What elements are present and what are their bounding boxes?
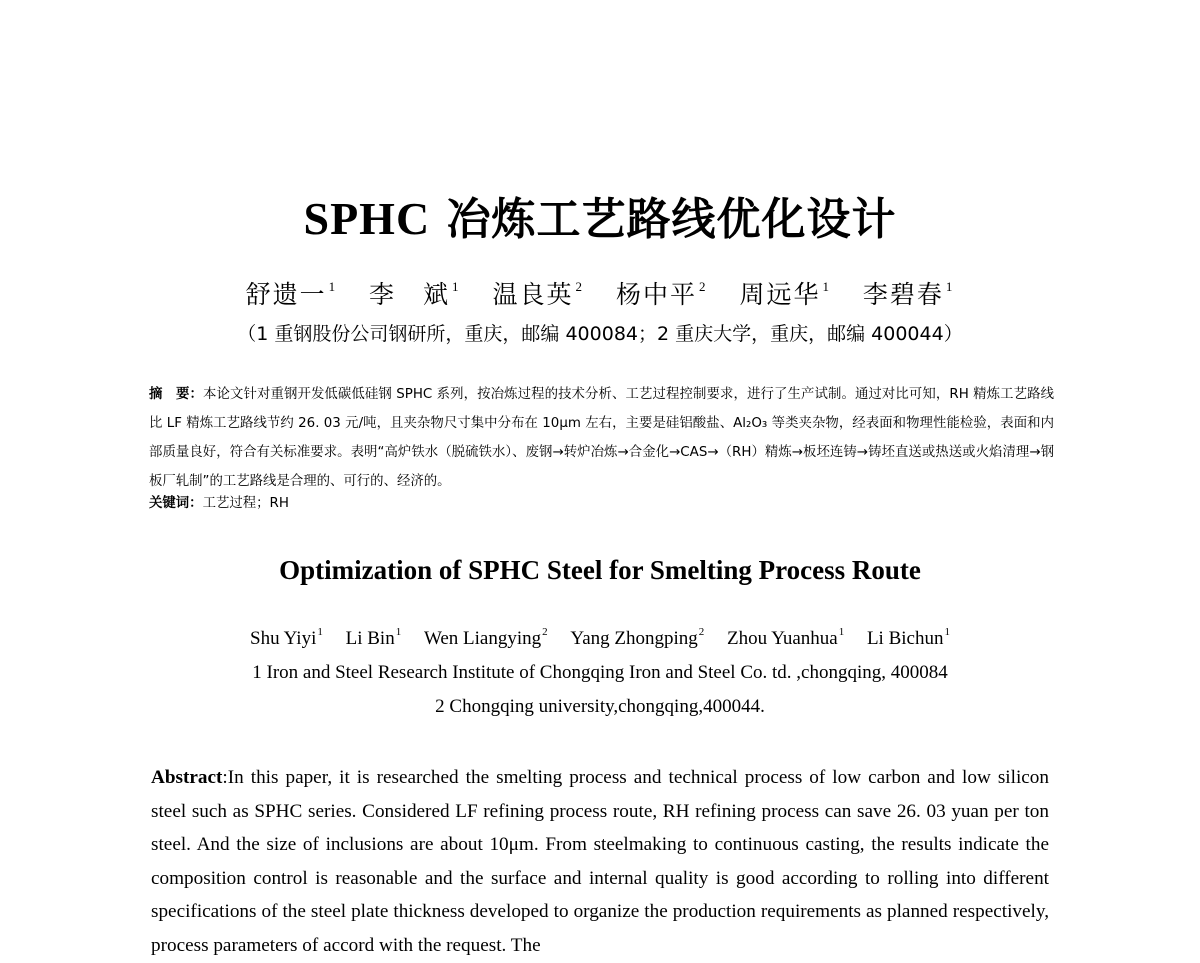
chinese-author-name: 杨中平 [615, 280, 697, 309]
affiliation-mark: 1 [945, 279, 955, 294]
english-author-name: Li Bichun [866, 628, 944, 649]
chinese-abstract-text: 本论文针对重钢开发低碳低硅钢 SPHC 系列，按冶炼过程的技术分析、工艺过程控制要求，进行了生产试制。通过对比可知，RH 精炼工艺路线比 LF 精炼工艺路线节约 26. 03 元/吨，且夹杂物尺寸集中分布在 10μm 左右，主要是硅铝酸盐、Al₂O₃ 等类夹杂物，经表面和物理性能检验，表面和内部质量良好，符合有关标准要求。表明“高炉铁水（脱硫铁水）、废钢→转炉冶炼→合金化→CAS→（RH）精炼→板坯连铸→铸坯直送或热送或火焰清理→钢板厂轧制”的工艺路线是合理的、可行的、经济的。 [149, 387, 1054, 489]
affiliation-mark: 1 [822, 279, 831, 294]
chinese-affiliation: （1 重钢股份公司钢研所，重庆，邮编 400084；2 重庆大学，重庆，邮编 400044） [237, 323, 963, 345]
chinese-title-latin: SPHC [303, 193, 431, 244]
affiliation-mark: 2 [542, 626, 548, 638]
chinese-title [0, 183, 1200, 247]
english-author-name: Shu Yiyi [250, 628, 317, 649]
english-author [250, 626, 323, 650]
english-author-name: Wen Liangying [423, 628, 542, 649]
affiliation-mark: 2 [575, 279, 585, 294]
english-author-list [0, 626, 1200, 650]
english-author-name: Yang Zhongping [570, 628, 698, 649]
english-author [727, 626, 844, 650]
english-affiliation-2: 2 Chongqing university,chongqing,400044. [435, 696, 765, 717]
affiliation-mark: 2 [698, 279, 708, 294]
english-abstract-colon: : [222, 767, 228, 788]
english-author-name: Zhou Yuanhua [727, 628, 838, 649]
affiliation-mark: 1 [944, 626, 950, 638]
chinese-title-text: 冶炼工艺路线优化设计 [446, 194, 897, 245]
english-author [424, 626, 548, 650]
chinese-keywords [149, 492, 289, 511]
affiliation-mark: 2 [698, 626, 705, 638]
english-abstract-label: Abstract [151, 767, 223, 788]
chinese-abstract [149, 380, 1054, 496]
chinese-author-name: 周远华 [739, 280, 821, 309]
chinese-author [616, 275, 708, 311]
chinese-author-name: 舒遗一 [245, 280, 327, 309]
chinese-abstract-label: 摘 要： [149, 387, 203, 402]
affiliation-mark: 1 [317, 626, 323, 638]
chinese-author [739, 275, 831, 311]
chinese-author-name: 李碧春 [862, 280, 944, 309]
chinese-author [493, 275, 585, 311]
english-abstract [151, 761, 1049, 963]
affiliation-mark: 1 [452, 279, 461, 294]
chinese-author [369, 275, 461, 311]
affiliation-mark: 1 [838, 626, 845, 638]
english-author [346, 626, 402, 650]
english-affiliation-1: 1 Iron and Steel Research Institute of Chongqing Iron and Steel Co. td. ,chongqing, 400084 [252, 662, 948, 683]
english-abstract-text: In this paper, it is researched the smelting process and technical process of low carbon and low silicon steel such as SPHC series. Considered LF refining process route, RH refining process can save 26. 03 yuan per ton steel. And the size of inclusions are about 10μm. From steelmaking to continuous casting, the results indicate the composition control is reasonable and the surface and internal quality is good according to rolling into different specifications of the steel plate thickness developed to organize the production requirements as planned respectively, process parameters of accord with the request. The [151, 767, 1049, 956]
english-title: Optimization of SPHC Steel for Smelting Process Route [279, 555, 921, 585]
chinese-author [863, 275, 955, 311]
chinese-author-name: 温良英 [492, 280, 574, 309]
english-author [570, 626, 704, 650]
chinese-author-list [0, 275, 1200, 311]
chinese-keywords-text: 工艺过程；RH [202, 496, 289, 511]
english-author-name: Li Bin [345, 628, 395, 649]
chinese-keywords-label: 关键词： [149, 496, 203, 511]
affiliation-mark: 1 [395, 626, 402, 638]
english-author [867, 626, 950, 650]
chinese-author [246, 275, 338, 311]
chinese-author-name: 李 斌 [369, 280, 451, 309]
affiliation-mark: 1 [328, 279, 338, 294]
